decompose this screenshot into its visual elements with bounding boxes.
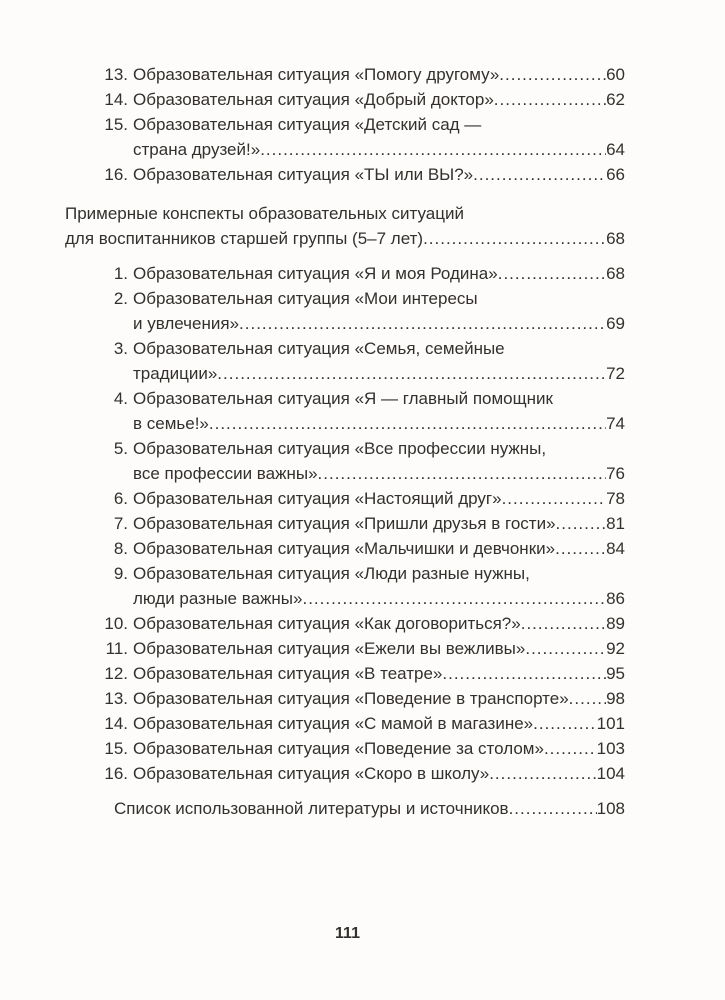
dot-leader <box>521 611 606 636</box>
toc-entry-number: 15. <box>104 115 128 134</box>
dot-leader <box>302 586 606 611</box>
toc-entry-page: 89 <box>606 614 625 633</box>
toc-entry <box>65 162 625 187</box>
toc-entry-page: 81 <box>606 514 625 533</box>
dot-leader <box>556 511 607 536</box>
toc-entry <box>65 561 625 611</box>
toc-entry-number: 1. <box>113 264 128 283</box>
toc-entry-page: 60 <box>606 65 625 84</box>
dot-leader <box>217 361 606 386</box>
section-heading-page: 68 <box>606 229 625 248</box>
dot-leader <box>555 536 606 561</box>
toc-entry-title: Образовательная ситуация «Мои интересы <box>133 289 478 308</box>
toc-entry-number: 13. <box>104 65 128 84</box>
toc-entry-page: 95 <box>606 664 625 683</box>
toc-entry-number: 4. <box>113 389 128 408</box>
dot-leader <box>509 796 597 821</box>
toc-entry <box>65 336 625 386</box>
toc-entry <box>65 261 625 286</box>
toc-entry-number: 9. <box>113 564 128 583</box>
toc-entry-title: Образовательная ситуация «Пришли друзья в гости» <box>133 514 556 533</box>
toc-entry <box>65 386 625 436</box>
bibliography-label: Список использованной литературы и источников <box>114 799 509 818</box>
dot-leader <box>423 226 606 251</box>
toc-entry-page: 66 <box>606 165 625 184</box>
toc-entry-title: Образовательная ситуация «ТЫ или ВЫ?» <box>133 165 474 184</box>
toc-entry-page: 62 <box>606 90 625 109</box>
toc-entry-number: 12. <box>104 664 128 683</box>
toc-entry-title: традиции» <box>133 364 218 383</box>
dot-leader <box>489 761 596 786</box>
toc-entry <box>65 436 625 486</box>
toc-entry-title: Образовательная ситуация «Скоро в школу» <box>133 764 490 783</box>
toc-entry-number: 16. <box>104 764 128 783</box>
toc-entry-title: все профессии важны» <box>133 464 318 483</box>
dot-leader <box>499 62 606 87</box>
section-heading-line2: для воспитанников старшей группы (5–7 лет) <box>65 229 424 248</box>
dot-leader <box>502 486 607 511</box>
toc-entry <box>65 112 625 162</box>
toc-entry-number: 14. <box>104 90 128 109</box>
toc-entry-number: 14. <box>104 714 128 733</box>
bibliography-page: 108 <box>596 799 625 818</box>
toc-entry-title: Образовательная ситуация «Я — главный помощник <box>133 389 553 408</box>
toc-entry-title: и увлечения» <box>133 314 240 333</box>
toc-entry-page: 76 <box>606 464 625 483</box>
toc-entry-page: 64 <box>606 140 625 159</box>
toc-entry-page: 74 <box>606 414 625 433</box>
bibliography-entry <box>114 796 625 821</box>
toc-entry <box>65 661 625 686</box>
toc-content <box>65 62 625 821</box>
toc-entry <box>65 87 625 112</box>
toc-entry-title: страна друзей!» <box>133 140 261 159</box>
toc-list-top <box>65 62 625 187</box>
toc-entry-page: 78 <box>606 489 625 508</box>
toc-entry-title: Образовательная ситуация «Семья, семейные <box>133 339 505 358</box>
toc-entry-title: Образовательная ситуация «Поведение за столом» <box>133 739 544 758</box>
toc-entry-title: Образовательная ситуация «Все профессии нужны, <box>133 439 547 458</box>
toc-entry-page: 86 <box>606 589 625 608</box>
toc-entry-number: 5. <box>113 439 128 458</box>
toc-entry-number: 7. <box>113 514 128 533</box>
dot-leader <box>260 137 606 162</box>
dot-leader <box>494 87 606 112</box>
section-heading <box>65 201 625 251</box>
toc-entry-title: Образовательная ситуация «Поведение в транспорте» <box>133 689 569 708</box>
dot-leader <box>318 461 607 486</box>
page-number: 111 <box>335 925 360 942</box>
toc-entry <box>65 761 625 786</box>
dot-leader <box>239 311 606 336</box>
toc-entry-title: Образовательная ситуация «Мальчишки и девчонки» <box>133 539 556 558</box>
toc-entry-title: Образовательная ситуация «Добрый доктор» <box>133 90 494 109</box>
toc-entry <box>65 486 625 511</box>
toc-entry <box>65 686 625 711</box>
toc-entry-page: 104 <box>596 764 625 783</box>
toc-entry-number: 8. <box>113 539 128 558</box>
dot-leader <box>498 261 606 286</box>
toc-entry-number: 6. <box>113 489 128 508</box>
toc-entry-title: Образовательная ситуация «Настоящий друг» <box>133 489 502 508</box>
toc-entry-number: 10. <box>104 614 128 633</box>
dot-leader <box>209 411 606 436</box>
toc-entry-page: 101 <box>596 714 625 733</box>
toc-entry-number: 15. <box>104 739 128 758</box>
dot-leader <box>544 736 597 761</box>
toc-entry-page: 84 <box>606 539 625 558</box>
toc-entry-title: Образовательная ситуация «Как договориться?» <box>133 614 521 633</box>
toc-entry <box>65 611 625 636</box>
toc-entry <box>65 62 625 87</box>
toc-entry-title: Образовательная ситуация «Детский сад — <box>133 115 482 134</box>
toc-entry <box>65 286 625 336</box>
toc-entry-title: Образовательная ситуация «В театре» <box>133 664 443 683</box>
toc-entry-number: 3. <box>113 339 128 358</box>
toc-entry-title: люди разные важны» <box>133 589 303 608</box>
toc-entry-page: 68 <box>606 264 625 283</box>
toc-list-main <box>65 261 625 786</box>
toc-entry <box>65 536 625 561</box>
section-heading-line1: Примерные конспекты образовательных ситуаций <box>65 204 464 223</box>
toc-entry-page: 72 <box>606 364 625 383</box>
toc-entry-title: в семье!» <box>133 414 209 433</box>
toc-entry-number: 11. <box>105 639 128 658</box>
toc-entry <box>65 511 625 536</box>
toc-entry <box>65 636 625 661</box>
toc-entry <box>65 736 625 761</box>
toc-entry-title: Образовательная ситуация «Помогу другому» <box>133 65 500 84</box>
toc-entry-title: Образовательная ситуация «Я и моя Родина» <box>133 264 498 283</box>
dot-leader <box>442 661 606 686</box>
dot-leader <box>473 162 606 187</box>
toc-entry-title: Образовательная ситуация «Ежели вы вежливы» <box>133 639 526 658</box>
dot-leader <box>569 686 606 711</box>
toc-entry-title: Образовательная ситуация «Люди разные нужны, <box>133 564 530 583</box>
toc-entry-page: 69 <box>606 314 625 333</box>
toc-entry-page: 98 <box>606 689 625 708</box>
toc-entry-page: 92 <box>606 639 625 658</box>
toc-entry <box>65 711 625 736</box>
toc-entry-page: 103 <box>596 739 625 758</box>
toc-entry-number: 13. <box>104 689 128 708</box>
toc-entry-number: 16. <box>104 165 128 184</box>
toc-entry-number: 2. <box>113 289 128 308</box>
dot-leader <box>533 711 597 736</box>
toc-entry-title: Образовательная ситуация «С мамой в магазине» <box>133 714 534 733</box>
dot-leader <box>525 636 606 661</box>
